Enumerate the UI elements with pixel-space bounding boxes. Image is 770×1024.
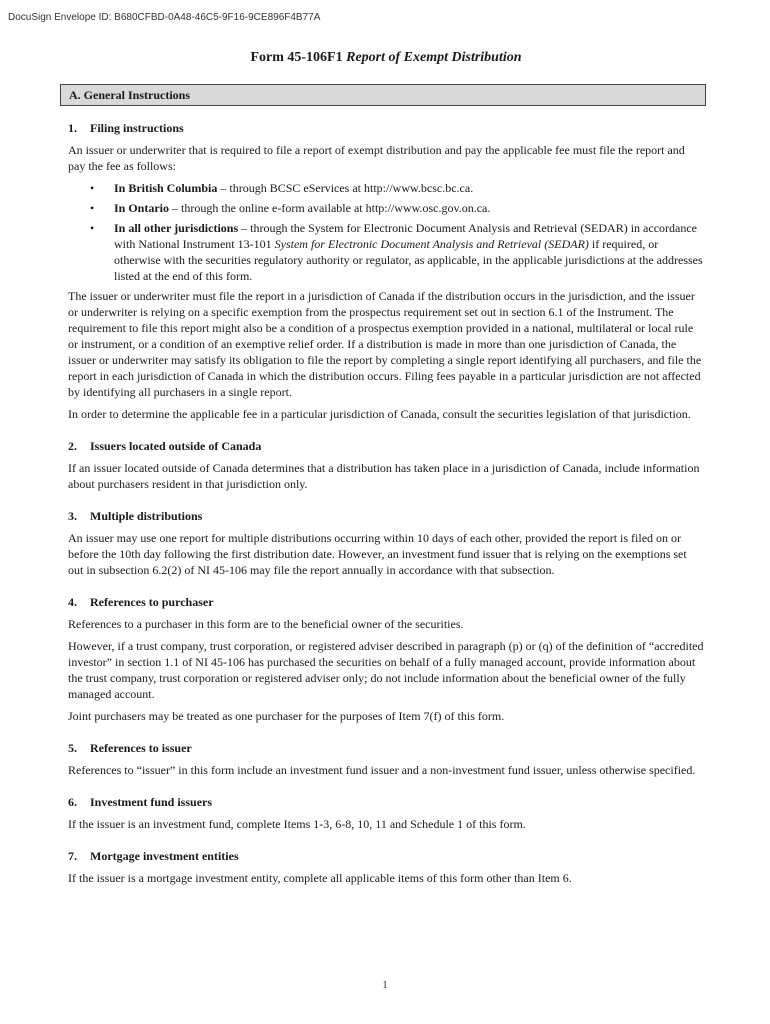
list-item: • In Ontario – through the online e-form available at http://www.osc.gov.on.ca. <box>114 200 704 216</box>
heading-references-to-purchaser: 4. References to purchaser <box>68 595 214 609</box>
envelope-id: DocuSign Envelope ID: B680CFBD-0A48-46C5-9F16-9CE896F4B77A <box>8 12 321 23</box>
heading-mortgage-investment-entities: 7. Mortgage investment entities <box>68 849 239 863</box>
heading-investment-fund-issuers: 6. Investment fund issuers <box>68 795 213 809</box>
heading-multiple-distributions: 3. Multiple distributions <box>68 509 203 523</box>
form-title <box>68 50 704 66</box>
paragraph: An issuer may use one report for multiple distributions occurring within 10 days of each other, provided the report is filed on or before the 10th day following the first distribution date. However, an investment fund issuer that is relying on the exemptions set out in subsection 6.2(2) of NI 45-106 may file the report annually in accordance with that subsection. <box>68 531 687 577</box>
heading-references-to-issuer: 5. References to issuer <box>68 741 192 755</box>
heading-issuers-outside-canada: 2. Issuers located outside of Canada <box>68 439 262 453</box>
form-name: Report of Exempt Distribution <box>346 50 522 65</box>
paragraph: In order to determine the applicable fee in a particular jurisdiction of Canada, consult the securities legislation of that jurisdiction. <box>68 407 691 421</box>
section-a-header: A. General Instructions <box>60 84 706 106</box>
paragraph: An issuer or underwriter that is required to file a report of exempt distribution and pay the applicable fee must file the report and pay the fee as follows: <box>68 143 685 173</box>
paragraph: References to a purchaser in this form are to the beneficial owner of the securities. <box>68 617 464 631</box>
paragraph: If the issuer is an investment fund, complete Items 1-3, 6-8, 10, 11 and Schedule 1 of this form. <box>68 817 526 831</box>
paragraph: If an issuer located outside of Canada determines that a distribution has taken place in a jurisdiction of Canada, include information about purchasers resident in that jurisdiction only. <box>68 461 700 491</box>
heading-filing-instructions: 1. Filing instructions <box>68 121 184 135</box>
paragraph: References to “issuer” in this form include an investment fund issuer and a non-investment fund issuer, unless otherwise specified. <box>68 763 696 777</box>
paragraph: However, if a trust company, trust corporation, or registered adviser described in paragraph (p) or (q) of the definition of “accredited investor” in section 1.1 of NI 45-106 has purchased the securities on behalf of a fully managed account, provide information about the trust company, trust corporation or registered adviser only; do not include information about the beneficial owner of the fully managed account. <box>68 639 704 701</box>
paragraph: Joint purchasers may be treated as one purchaser for the purposes of Item 7(f) of this form. <box>68 709 505 723</box>
paragraph: The issuer or underwriter must file the report in a jurisdiction of Canada if the distribution occurs in the jurisdiction, and the issuer or underwriter is relying on a specific exemption from the prospectus requirement set out in section 6.1 of the Instrument. The requirement to file this report might also be a condition of a prospectus exemption provided in a national, multilateral or local rule or instrument, or a condition of an exemptive relief order. If a distribution is made in more than one jurisdiction of Canada, the issuer or underwriter may satisfy its obligation to file the report by completing a single report identifying all purchasers, and file the report in each jurisdiction of Canada in which the distribution occurs. Filing fees payable in a particular jurisdiction are not affected by identifying all purchasers in a single report. <box>68 289 702 399</box>
paragraph: If the issuer is a mortgage investment entity, complete all applicable items of this form other than Item 6. <box>68 871 572 885</box>
list-item: • In all other jurisdictions – through the System for Electronic Document Analysis and Retrieval (SEDAR) in accordance with National Instrument 13-101 System for Electronic Document Analysis and Retrieval (SEDAR) if required, or otherwise with the securities regulatory authority or regulator, as applicable, in the applicable jurisdictions at the addresses listed at the end of this form. <box>114 220 704 284</box>
form-number: Form 45-106F1 <box>250 50 343 65</box>
list-item: • In British Columbia – through BCSC eServices at http://www.bcsc.bc.ca. <box>114 180 704 196</box>
document-page <box>68 50 704 892</box>
page-number: 1 <box>382 980 388 991</box>
jurisdiction-list <box>68 180 704 284</box>
